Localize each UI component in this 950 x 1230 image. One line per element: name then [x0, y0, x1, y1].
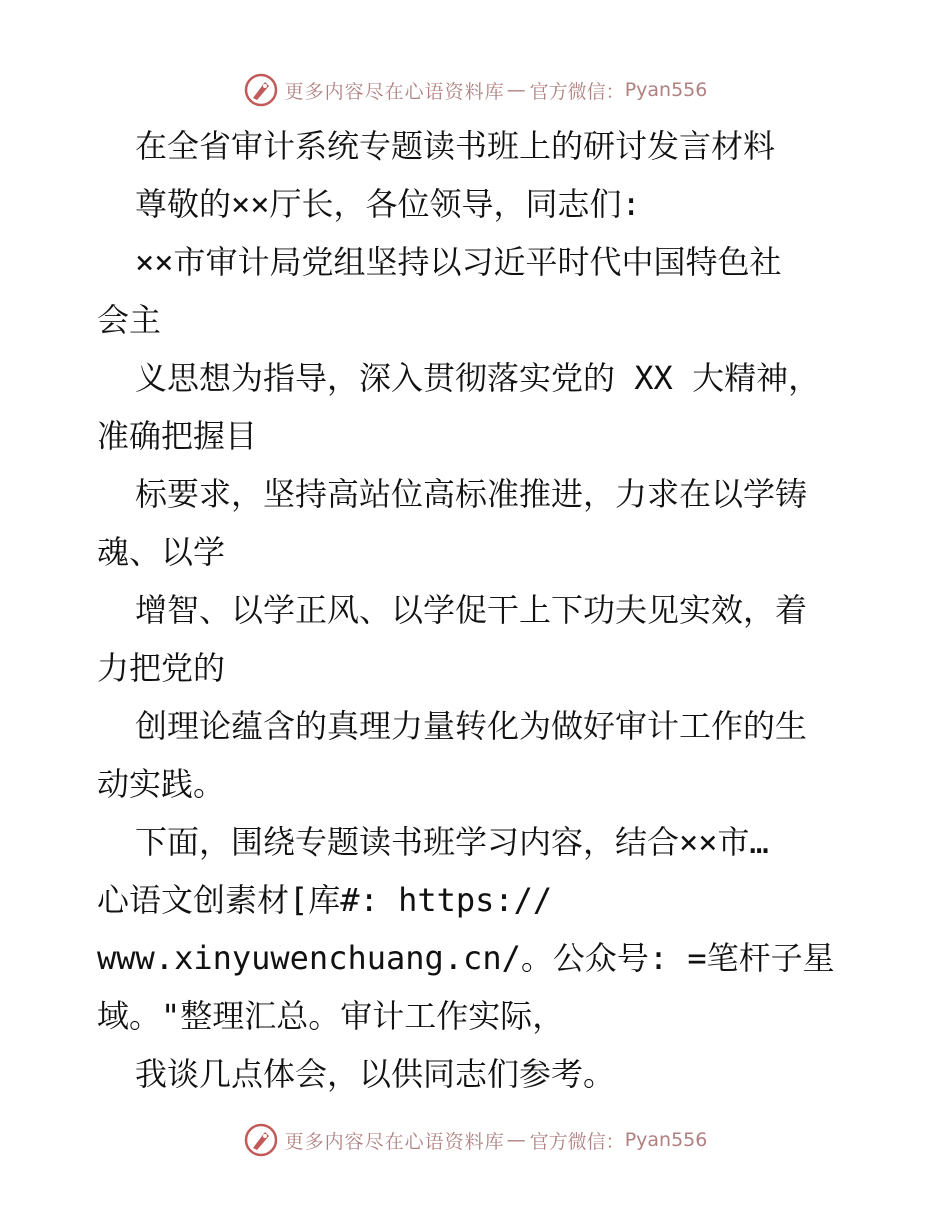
body-line: 会主 [97, 301, 162, 339]
watermark-separator: — [506, 79, 528, 101]
body-line: 力把党的 [97, 649, 226, 687]
footer-watermark [0, 1120, 950, 1160]
body-line: 创理论蕴含的真理力量转化为做好审计工作的生 [135, 707, 808, 745]
document-body [97, 117, 857, 1103]
header-watermark [0, 70, 950, 110]
body-line: www.xinyuwenchuang.cn/。公众号: =笔杆子星 [97, 939, 835, 977]
body-line: 魂、以学 [97, 533, 226, 571]
body-line: 动实践。 [97, 765, 226, 803]
body-line: ××市审计局党组坚持以习近平时代中国特色社 [135, 243, 782, 281]
body-line: 域。"整理汇总。审计工作实际， [97, 997, 565, 1035]
pen-nib-circle-icon [243, 1122, 279, 1158]
body-line: 下面，围绕专题读书班学习内容，结合××市… [135, 823, 769, 861]
body-line: 准确把握目 [97, 417, 258, 455]
watermark-official-text: 官方微信： [529, 1130, 625, 1153]
body-line: 标要求，坚持高站位高标准推进，力求在以学铸 [135, 475, 808, 513]
body-line: 增智、以学正风、以学促干上下功夫见实效，着 [135, 591, 808, 629]
pen-nib-circle-icon [243, 72, 279, 108]
body-line: 心语文创素材[库#: https:// [97, 881, 553, 919]
watermark-separator: — [506, 1129, 528, 1151]
salutation: 尊敬的××厅长，各位领导，同志们: [135, 185, 641, 223]
body-line: 义思想为指导，深入贯彻落实党的 XX 大精神， [135, 359, 821, 397]
body-line: 我谈几点体会，以供同志们参考。 [135, 1055, 616, 1093]
watermark-brand-text: 更多内容尽在心语资料库 [284, 80, 505, 103]
document-title: 在全省审计系统专题读书班上的研讨发言材料 [135, 127, 776, 165]
watermark-brand-text: 更多内容尽在心语资料库 [284, 1130, 505, 1153]
watermark-wechat-id: Pyan556 [624, 1129, 708, 1151]
watermark-official-text: 官方微信： [529, 80, 625, 103]
watermark-wechat-id: Pyan556 [624, 79, 708, 101]
